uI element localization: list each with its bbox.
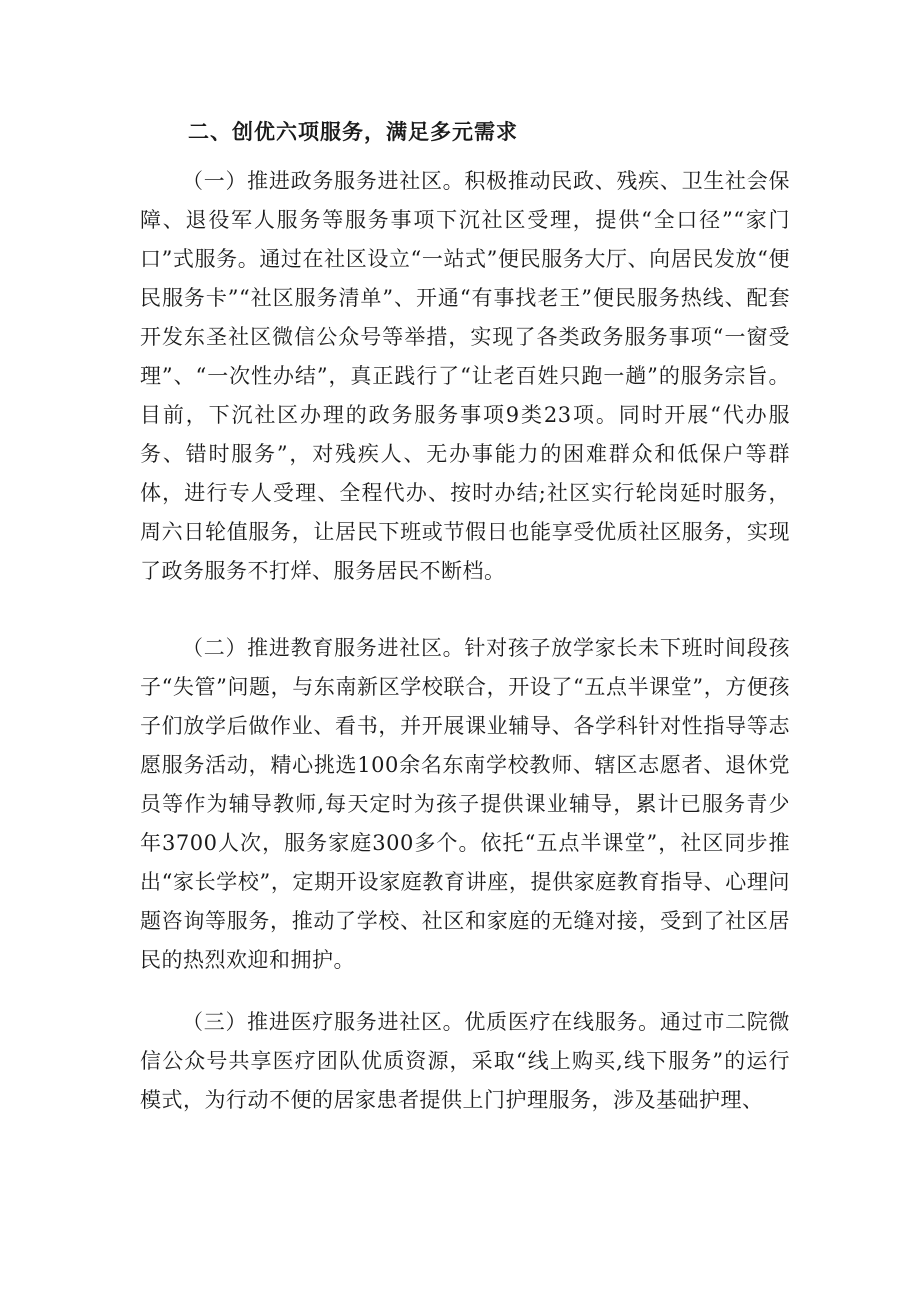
paragraph-education-services: （二）推进教育服务进社区。针对孩子放学家长未下班时间段孩子“失管”问题，与东南新区学校联合，开设了“五点半课堂”，方便孩子们放学后做作业、看书，并开展课业辅导、各学科针对性指导等志愿服务活动，精心挑选100余名东南学校教师、辖区志愿者、退休党员等作为辅导教师,每天定时为孩子提供课业辅导，累计已服务青少年3700人次，服务家庭300多个。依托“五点半课堂”，社区同步推出“家长学校”，定期开设家庭教育讲座，提供家庭教育指导、心理问题咨询等服务，推动了学校、社区和家庭的无缝对接，受到了社区居民的热烈欢迎和拥护。	[140, 636, 790, 972]
paragraph-government-services: （一）推进政务服务进社区。积极推动民政、残疾、卫生社会保障、退役军人服务等服务事项下沉社区受理，提供“全口径”“家门口”式服务。通过在社区设立“一站式”便民服务大厅、向居民发放“便民服务卡”“社区服务清单”、开通“有事找老王”便民服务热线、配套开发东圣社区微信公众号等举措，实现了各类政务服务事项“一窗受理”、“一次性办结”，真正践行了“让老百姓只跑一趟”的服务宗旨。目前，下沉社区办理的政务服务事项9类23项。同时开展“代办服务、错时服务”，对残疾人、无办事能力的困难群众和低保户等群体，进行专人受理、全程代办、按时办结;社区实行轮岗延时服务，周六日轮值服务，让居民下班或节假日也能享受优质社区服务，实现了政务服务不打烊、服务居民不断档。	[140, 169, 790, 583]
section-heading: 二、创优六项服务，满足多元需求	[188, 120, 518, 144]
paragraph-medical-services: （三）推进医疗服务进社区。优质医疗在线服务。通过市二院微信公众号共享医疗团队优质资源，采取“线上购买,线下服务”的运行模式，为行动不便的居家患者提供上门护理服务，涉及基础护理、	[140, 1010, 790, 1112]
